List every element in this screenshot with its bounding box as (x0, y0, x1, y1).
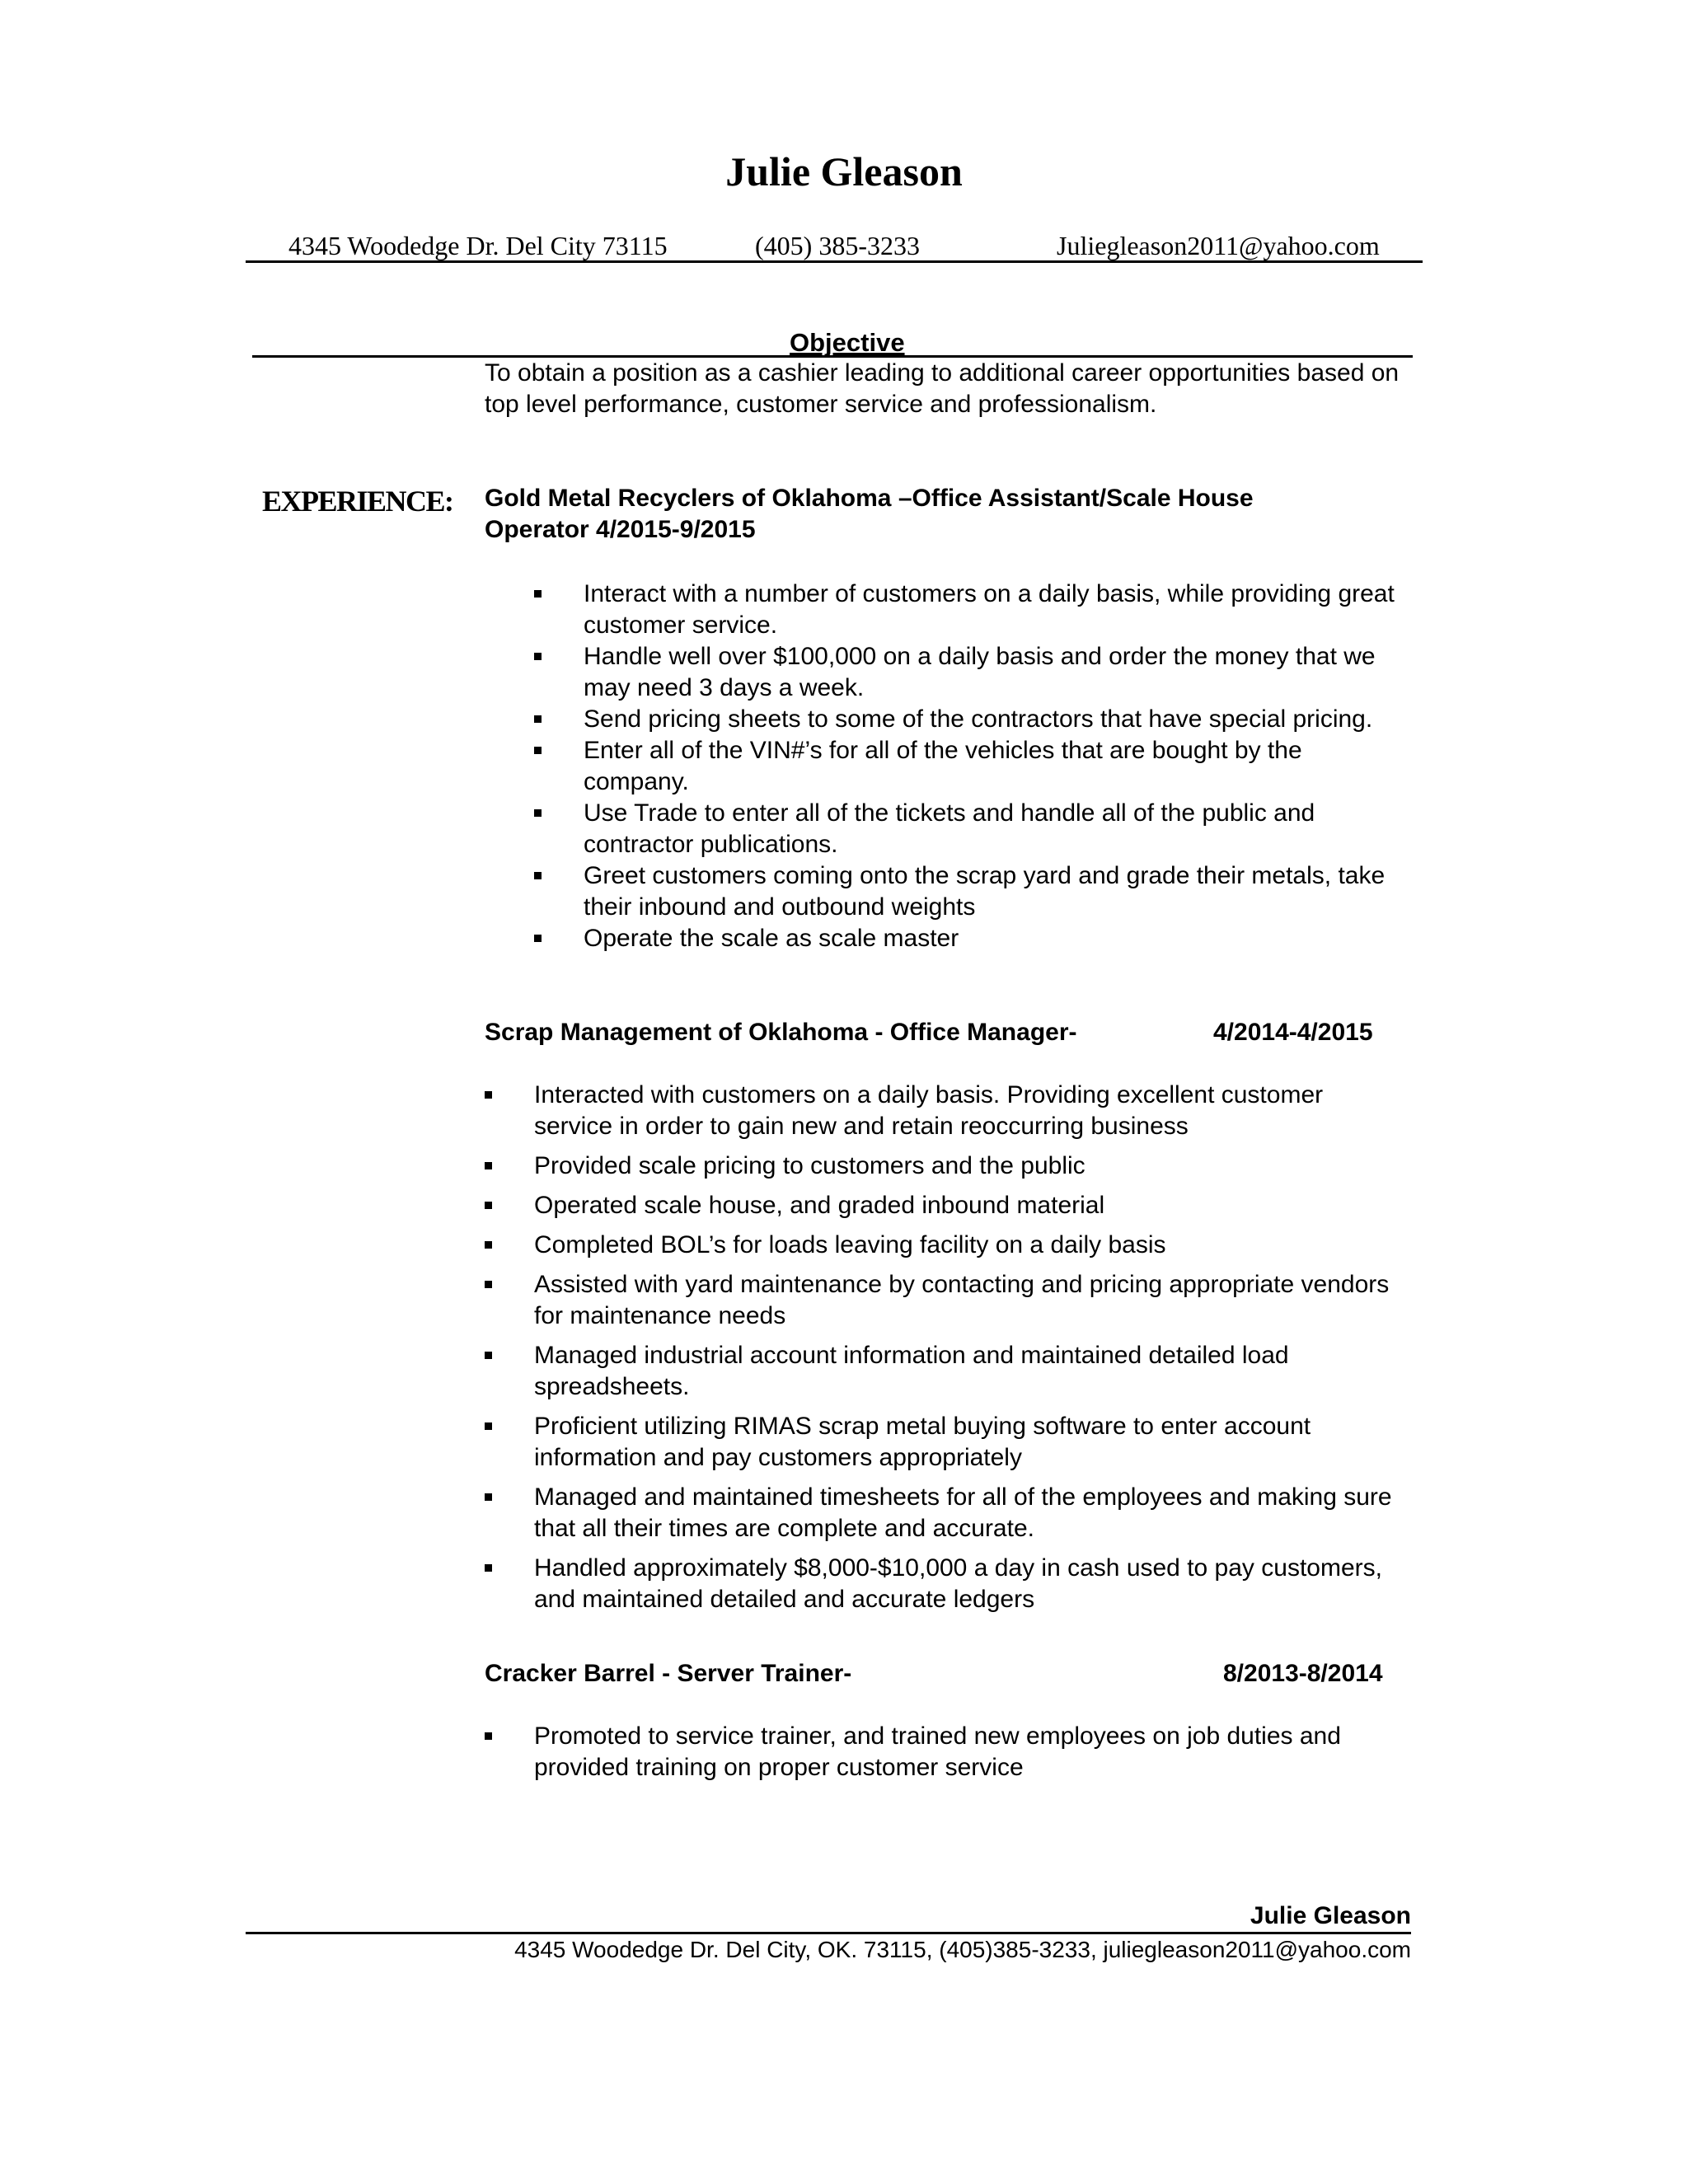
list-item: Send pricing sheets to some of the contractors that have special pricing. (534, 704, 1408, 735)
job-dates: 8/2013-8/2014 (1223, 1660, 1383, 1687)
list-item: Greet customers coming onto the scrap yard and grade their metals, take their inbound and outbound weights (534, 860, 1408, 923)
list-item: Operated scale house, and graded inbound material (485, 1190, 1408, 1221)
footer-contact: 4345 Woodedge Dr. Del City, OK. 73115, (405)385-3233, juliegleason2011@yahoo.com (514, 1937, 1411, 1962)
job-title: Scrap Management of Oklahoma - Office Manager- (485, 1019, 1077, 1046)
job-duties-list (485, 1080, 1408, 1624)
list-item: Interact with a number of customers on a daily basis, while providing great customer service. (534, 579, 1408, 641)
job-dates: 4/2014-4/2015 (1213, 1019, 1373, 1046)
job-duties-list (485, 1721, 1408, 1783)
header-divider (246, 260, 1423, 263)
list-item: Proficient utilizing RIMAS scrap metal buying software to enter account information and pay customers appropriately (485, 1411, 1408, 1474)
list-item: Handled approximately $8,000-$10,000 a day in cash used to pay customers, and maintained detailed and accurate ledgers (485, 1553, 1408, 1615)
experience-section-label: EXPERIENCE: (262, 485, 453, 518)
list-item: Managed industrial account information and maintained detailed load spreadsheets. (485, 1340, 1408, 1403)
objective-text: To obtain a position as a cashier leading to additional career opportunities based on top level performance, customer service and professionalism. (485, 359, 1400, 418)
objective-heading: Objective (790, 328, 905, 357)
list-item: Assisted with yard maintenance by contacting and pricing appropriate vendors for maintenance needs (485, 1269, 1408, 1332)
list-item: Promoted to service trainer, and trained new employees on job duties and provided training on proper customer service (485, 1721, 1408, 1783)
header-address: 4345 Woodedge Dr. Del City 73115 (288, 231, 668, 260)
resume-name: Julie Gleason (725, 148, 963, 194)
list-item: Operate the scale as scale master (534, 923, 1408, 954)
list-item: Interacted with customers on a daily basis. Providing excellent customer service in order to gain new and retain reoccurring business (485, 1080, 1408, 1142)
footer-name: Julie Gleason (1250, 1902, 1411, 1929)
list-item: Enter all of the VIN#’s for all of the vehicles that are bought by the company. (534, 735, 1408, 798)
list-item: Handle well over $100,000 on a daily basis and order the money that we may need 3 days a week. (534, 641, 1408, 704)
job-duties-list (534, 579, 1408, 954)
job-title: Gold Metal Recyclers of Oklahoma –Office Assistant/Scale House (485, 485, 1254, 512)
list-item: Provided scale pricing to customers and the public (485, 1151, 1408, 1182)
job-title: Cracker Barrel - Server Trainer- (485, 1660, 852, 1687)
header-phone: (405) 385-3233 (755, 231, 920, 260)
list-item: Managed and maintained timesheets for all of the employees and making sure that all their times are complete and accurate. (485, 1482, 1408, 1544)
list-item: Use Trade to enter all of the tickets and handle all of the public and contractor publications. (534, 798, 1408, 860)
header-email: Juliegleason2011@yahoo.com (1057, 231, 1380, 260)
list-item: Completed BOL’s for loads leaving facility on a daily basis (485, 1230, 1408, 1261)
footer-divider (246, 1932, 1411, 1934)
job-title-continued: Operator 4/2015-9/2015 (485, 516, 756, 543)
